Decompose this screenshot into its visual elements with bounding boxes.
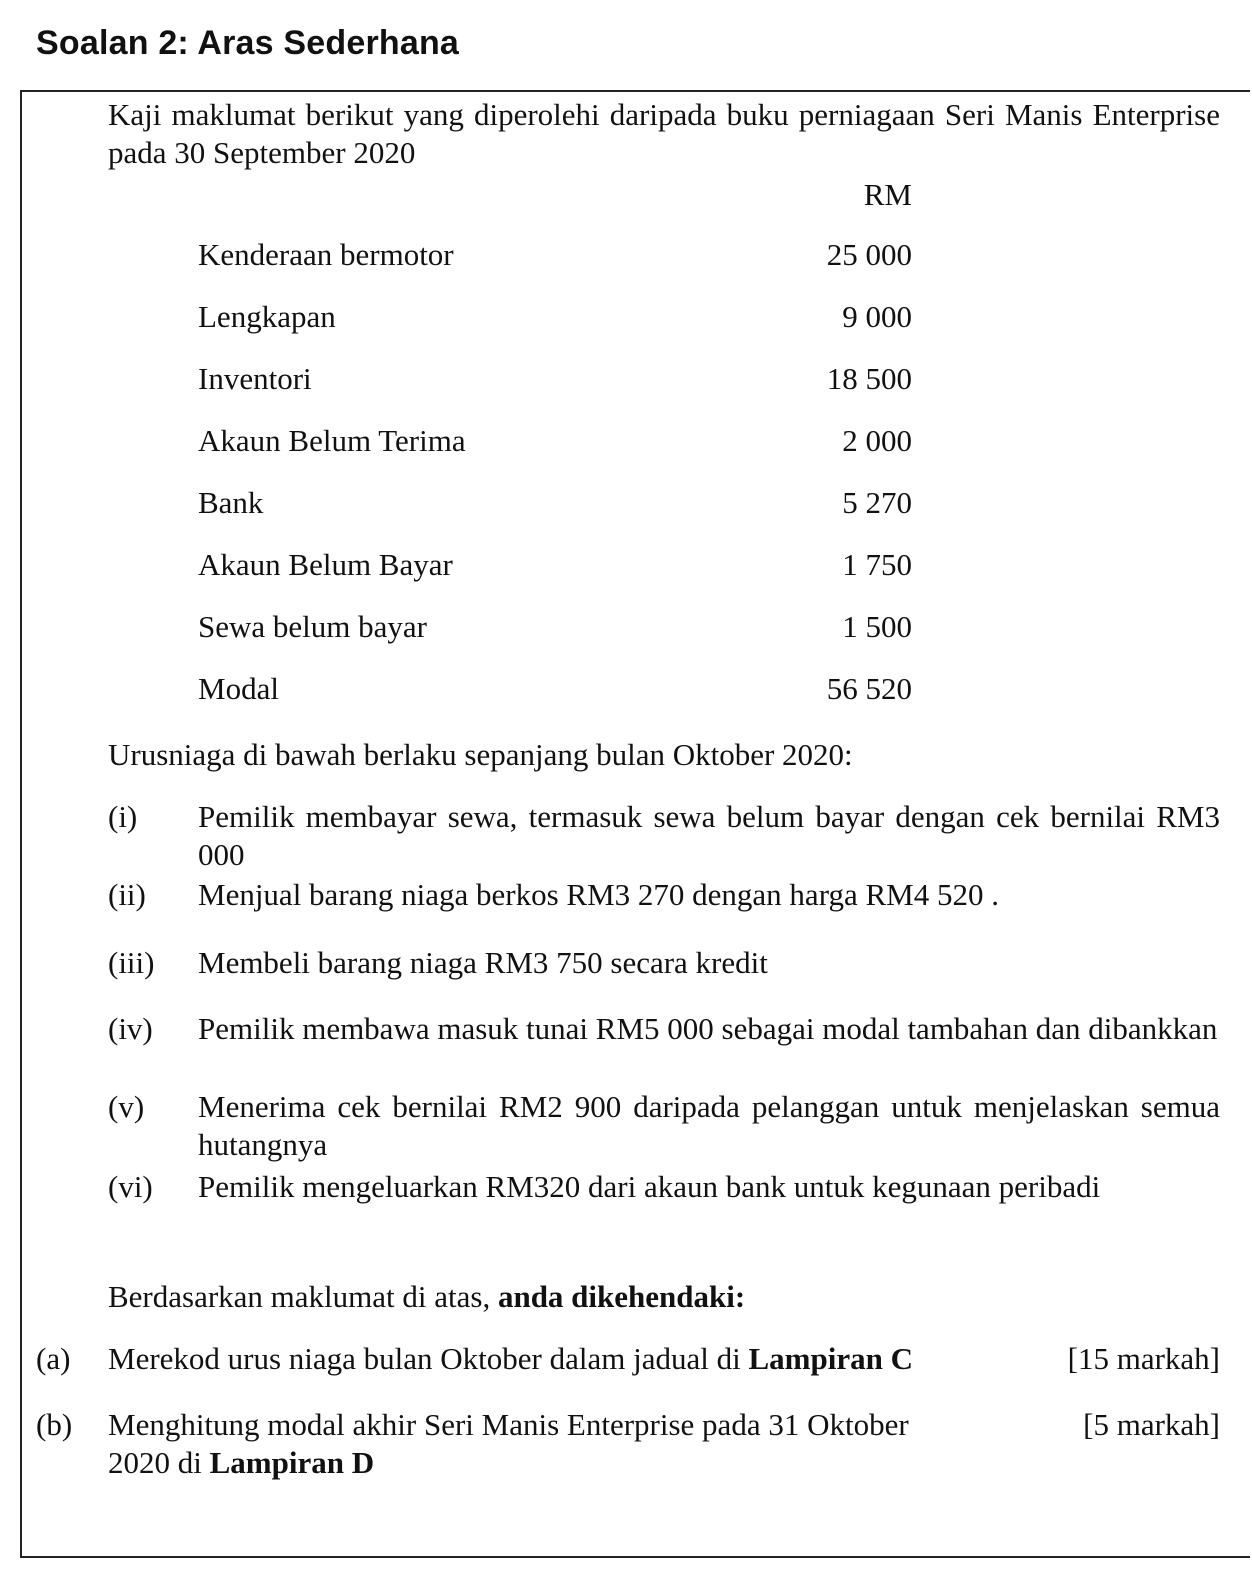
item-label: Lengkapan <box>198 299 336 334</box>
item-label: Akaun Belum Bayar <box>198 547 453 582</box>
item-label: Modal <box>198 671 279 706</box>
question-text-normal: 2020 di <box>108 1445 210 1480</box>
question-number: (a) <box>36 1341 71 1376</box>
question-text-line1: Menghitung modal akhir Seri Manis Enterprise pada 31 Oktober <box>108 1407 909 1442</box>
item-value: 2 000 <box>842 423 912 458</box>
instruction-text: Berdasarkan maklumat di atas, <box>108 1279 498 1314</box>
transaction-number: (v) <box>108 1089 145 1124</box>
page-title: Soalan 2: Aras Sederhana <box>36 24 460 62</box>
transactions-intro: Urusniaga di bawah berlaku sepanjang bulan Oktober 2020: <box>108 737 853 772</box>
transaction-number: (iv) <box>108 1011 153 1046</box>
question-text-normal: Merekod urus niaga bulan Oktober dalam jadual di <box>108 1341 749 1376</box>
transaction-number: (vi) <box>108 1169 153 1204</box>
question-number: (b) <box>36 1407 73 1442</box>
question-text <box>108 1340 913 1378</box>
item-value: 9 000 <box>842 299 912 334</box>
item-label: Sewa belum bayar <box>198 609 427 644</box>
item-value: 1 750 <box>842 547 912 582</box>
transaction-number: (i) <box>108 799 138 834</box>
transaction-text: Menerima cek bernilai RM2 900 daripada pelanggan untuk menjelaskan semua hutangnya <box>198 1089 1220 1162</box>
question-marks: [5 markah] <box>1083 1407 1220 1442</box>
item-value: 1 500 <box>842 609 912 644</box>
question-text-bold: Lampiran D <box>209 1445 375 1480</box>
item-label: Inventori <box>198 361 312 396</box>
item-label: Bank <box>198 485 264 520</box>
currency-header: RM <box>863 177 912 212</box>
transaction-number: (iii) <box>108 945 155 980</box>
item-label: Akaun Belum Terima <box>198 423 466 458</box>
item-value: 56 520 <box>826 671 912 706</box>
question-text-line2 <box>108 1444 374 1482</box>
transaction-number: (ii) <box>108 877 146 912</box>
transaction-text: Membeli barang niaga RM3 750 secara kredit <box>198 945 768 980</box>
item-value: 5 270 <box>842 485 912 520</box>
question-marks: [15 markah] <box>1067 1341 1220 1376</box>
transaction-text: Pemilik mengeluarkan RM320 dari akaun bank untuk kegunaan peribadi <box>198 1169 1101 1204</box>
transaction-text: Menjual barang niaga berkos RM3 270 dengan harga RM4 520 . <box>198 877 999 912</box>
item-label: Kenderaan bermotor <box>198 237 454 272</box>
transaction-text: Pemilik membawa masuk tunai RM5 000 sebagai modal tambahan dan dibankkan <box>198 1011 1218 1046</box>
intro-paragraph: Kaji maklumat berikut yang diperolehi daripada buku perniagaan Seri Manis Enterprise pada 30 September 2020 <box>108 97 1220 170</box>
transaction-text: Pemilik membayar sewa, termasuk sewa belum bayar dengan cek bernilai RM3 000 <box>198 799 1220 872</box>
instruction <box>108 1278 745 1316</box>
question-text-bold: Lampiran C <box>748 1341 913 1376</box>
instruction-bold: anda dikehendaki: <box>497 1279 746 1314</box>
item-value: 25 000 <box>826 237 912 272</box>
item-value: 18 500 <box>826 361 912 396</box>
